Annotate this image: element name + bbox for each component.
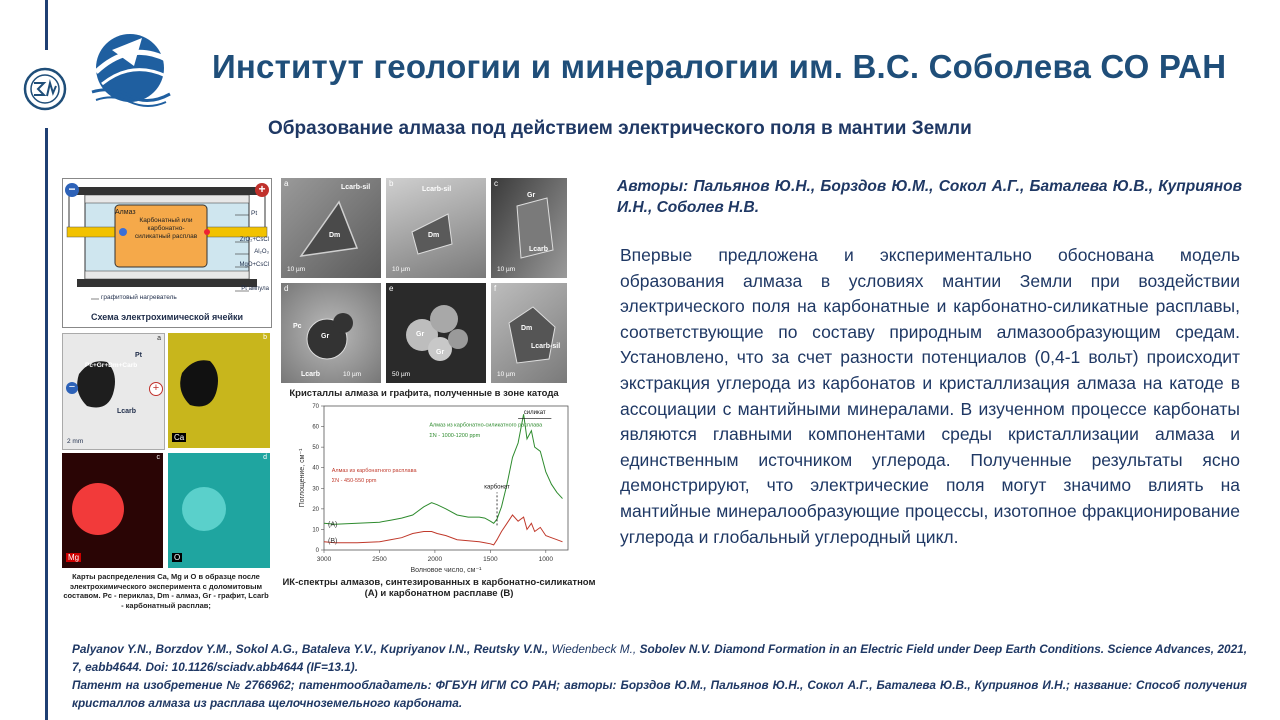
red-annotation-line1: Алмаз из карбонатного расплава — [331, 467, 417, 474]
maps-caption: Карты распределения Ca, Mg и O в образце после электрохимического эксперимента с доломитовым составом. Pc - периклаз, Dm - алмаз, Gr - графит, Lcarb - карбонатный расплав; — [63, 572, 269, 610]
sem-c-letter: c — [494, 179, 498, 188]
sem-d-label-1: Pc — [293, 323, 302, 330]
vertical-rule-top — [45, 0, 48, 50]
cell-minus-sign: − — [65, 183, 79, 197]
sem-e-scale: 50 µm — [392, 371, 411, 378]
vertical-rule-bottom — [45, 128, 48, 720]
sem-e-label-1: Gr — [416, 331, 425, 338]
sem-a-letter: a — [284, 179, 289, 188]
green-annotation-line2: ΣN - 1000-1200 ppm — [429, 432, 481, 439]
sem-e-label-2: Gr — [436, 349, 445, 356]
page-title: Институт геологии и минералогии им. В.С. Соболева СО РАН — [212, 48, 1227, 85]
carbonate-annotation: карбонат — [484, 484, 510, 491]
y-tick-label: 10 — [312, 527, 319, 534]
sem-images-grid — [281, 178, 567, 388]
y-tick-label: 50 — [312, 445, 319, 452]
cell-heater-label: графитовый нагреватель — [101, 294, 177, 301]
map-ca-letter: b — [263, 334, 267, 341]
element-maps — [62, 333, 270, 569]
sem-panel-b — [386, 178, 486, 278]
main-text: Впервые предложена и экспериментально обоснована модель образования алмаза в условиях мантии Земли при воздействии электрического поля на карбонатные и карбонатно-силикатные расплавы, соответствующие по составу природным алмазообразующим средам. Установлено, что за счет разности потенциалов (0,4-1 вольт) происходит экстракция углерода из карбонатов и кристаллизация алмаза на катоде в ассоциации с мантийными минералами. В изученном процессе карбонаты являются главными компонентами среды кристаллизации алмаза и единственным источником углерода. Полученные результаты ясно демонстрируют, что электрические поля могут значимо влиять на мантийные минералообразующие процессы, изотопное фракционирование углерода и глобальный углеродный цикл. — [620, 245, 1240, 547]
map-ca-element: Ca — [174, 433, 185, 442]
map-o-element: O — [174, 553, 181, 562]
sem-a-scale: 10 µm — [287, 266, 306, 273]
x-tick-label: 2000 — [427, 556, 443, 563]
cell-melt-label: Карбонатный или карбонатно-силикатный расплав — [134, 217, 198, 240]
sem-c-label-1: Gr — [527, 192, 536, 199]
map-panel-a — [62, 333, 165, 450]
reference-title: Sobolev N.V. Diamond Formation in an Electric Field under Deep Earth Conditions. Science Advances, 2021, 7, eabb4644. Doi: 10.1126/sciadv.abb4644 (IF=13.1). — [72, 642, 1247, 674]
map-a-pc: Pc+Gr+Dm+Carb — [85, 362, 138, 369]
x-axis-label: Волновое число, см⁻¹ — [410, 567, 482, 574]
cell-diamond-label: Алмаз — [115, 209, 136, 216]
sem-d-scale: 10 µm — [343, 371, 362, 378]
references — [72, 640, 1247, 712]
sem-panel-d — [281, 283, 381, 383]
map-a-lcarb: Lcarb — [117, 408, 137, 415]
map-panel-ca — [168, 333, 270, 448]
sem-d-label-3: Lcarb — [301, 371, 321, 378]
sem-caption: Кристаллы алмаза и графита, полученные в зоне катода — [289, 388, 559, 399]
sem-c-label-2: Lcarb — [529, 246, 549, 253]
sem-d-label-2: Gr — [321, 333, 330, 340]
map-a-plus-icon: + — [149, 382, 163, 396]
cell-plus-sign: + — [255, 183, 269, 197]
cell-caption: Схема электрохимической ячейки — [90, 312, 244, 322]
sem-b-label-1: Lcarb-sil — [422, 186, 452, 193]
ir-caption: ИК-спектры алмазов, синтезированных в карбонатно-силикатном (А) и карбонатном расплаве (В) — [282, 577, 596, 599]
ir-chart-svg — [296, 400, 576, 578]
map-mg-element: Mg — [68, 553, 80, 562]
reference-authors: Palyanov Y.N., Borzdov Y.M., Sokol A.G., Bataleva Y.V., Kupriyanov I.N., Reutsky V.N., — [72, 642, 549, 656]
sem-b-scale: 10 µm — [392, 266, 411, 273]
sem-a-label-2: Dm — [329, 232, 341, 239]
cell-mgo-label: MgO+CsCl — [239, 262, 269, 268]
map-a-pt: Pt — [135, 352, 142, 359]
cell-ampoule-label: Pt ампула — [241, 286, 269, 292]
y-tick-label: 40 — [312, 465, 319, 472]
silicate-annotation: силикат — [523, 410, 546, 417]
sem-panel-a — [281, 178, 381, 278]
sem-b-letter: b — [389, 179, 394, 188]
sem-panel-c — [491, 178, 567, 278]
y-tick-label: 70 — [312, 404, 319, 410]
red-annotation-line2: ΣN - 450-550 ppm — [331, 478, 377, 485]
sem-panel-e — [386, 283, 486, 383]
y-tick-label: 60 — [312, 424, 319, 431]
patent-text: Патент на изобретение № 2766962; патентообладатель: ФГБУН ИГМ СО РАН; авторы: Борздов Ю.М., Пальянов Ю.Н., Сокол А.Г., Баталева Ю.В., Куприянов И.Н.; название: Способ получения кристаллов алмаза из расплава щелочноземельного карбоната. — [72, 678, 1247, 710]
y-tick-label: 30 — [312, 486, 319, 493]
map-a-letter: a — [157, 335, 161, 342]
green-annotation-line1: Алмаз из карбонатно-силикатного расплава — [429, 422, 543, 429]
map-a-minus-icon: − — [66, 382, 78, 394]
x-tick-label: 1000 — [538, 556, 554, 563]
authors: Авторы: Пальянов Ю.Н., Борздов Ю.М., Сокол А.Г., Баталева Ю.В., Куприянов И.Н., Соболев Н.В. — [617, 178, 1242, 216]
series-b-label: (B) — [328, 537, 338, 545]
sem-a-label-1: Lcarb-sil — [341, 184, 371, 191]
x-tick-label: 2500 — [372, 556, 387, 563]
page-subtitle: Образование алмаза под действием электрического поля в мантии Земли — [268, 118, 972, 139]
institute-emblem-icon — [22, 66, 68, 112]
ir-spectra-chart — [296, 400, 576, 578]
sem-f-letter: f — [494, 284, 497, 293]
map-a-scale: 2 mm — [67, 438, 84, 445]
reference-author-wiedenbeck: Wiedenbeck M., — [548, 642, 640, 656]
cell-zro2-label: ZrO₂+CsCl — [239, 237, 269, 243]
sem-f-label-2: Lcarb-sil — [531, 343, 561, 350]
sem-b-label-2: Dm — [428, 232, 440, 239]
x-tick-label: 1500 — [483, 556, 498, 563]
map-mg-letter: c — [156, 454, 160, 461]
y-tick-label: 0 — [315, 548, 319, 554]
sem-panel-f — [491, 283, 567, 383]
map-panel-mg — [62, 453, 163, 568]
map-panel-o — [168, 453, 270, 568]
sem-f-scale: 10 µm — [497, 371, 516, 378]
cell-pt-label: Pt — [251, 210, 258, 217]
institute-logo-icon — [82, 30, 178, 108]
x-tick-label: 3000 — [316, 556, 332, 563]
series-line-b — [324, 515, 563, 545]
cell-scheme-figure — [62, 178, 272, 328]
y-tick-label: 20 — [312, 506, 319, 513]
sem-f-label-1: Dm — [521, 325, 533, 332]
sem-d-letter: d — [284, 284, 289, 293]
series-a-label: (A) — [328, 521, 338, 529]
sem-c-scale: 10 µm — [497, 266, 516, 273]
cell-al2o3-label: Al₂O₃ — [254, 249, 269, 255]
sem-e-letter: e — [389, 284, 394, 293]
map-o-letter: d — [263, 454, 267, 461]
y-axis-label: Поглощение, см⁻¹ — [299, 448, 306, 508]
